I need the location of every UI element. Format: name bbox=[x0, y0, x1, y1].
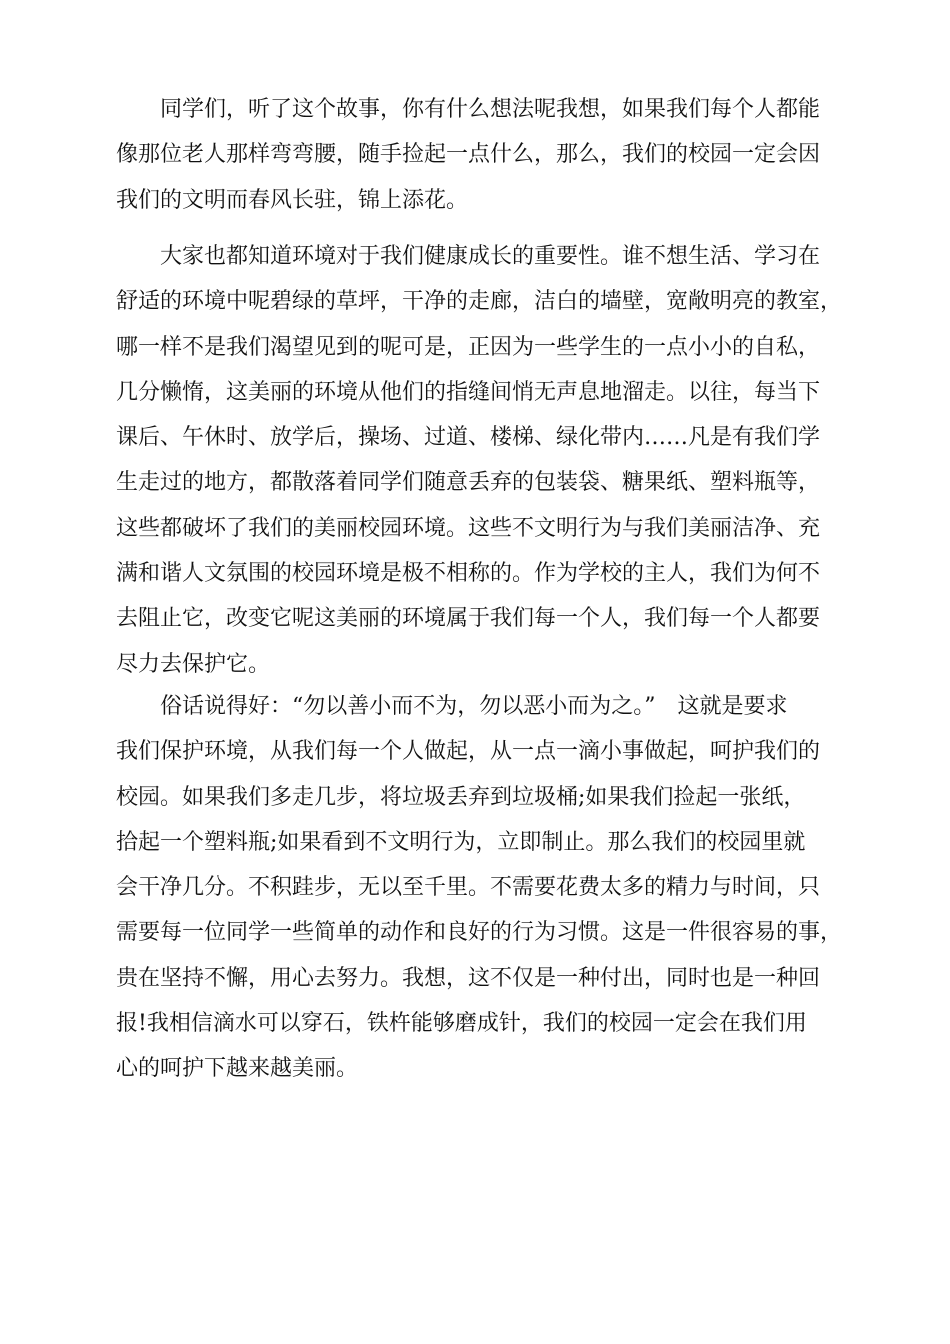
paragraph-line: 哪一样不是我们渴望见到的呢可是，正因为一些学生的一点小小的自私， bbox=[116, 334, 821, 360]
paragraph-line: 会干净几分。不积跬步，无以至千里。不需要花费太多的精力与时间，只 bbox=[116, 875, 821, 901]
paragraph-line: 这些都破坏了我们的美丽校园环境。这些不文明行为与我们美丽洁净、充 bbox=[116, 515, 821, 541]
paragraph-line: 满和谐人文氛围的校园环境是极不相称的。作为学校的主人，我们为何不 bbox=[116, 561, 821, 587]
paragraph-3 bbox=[116, 684, 856, 1092]
paragraph-line: 同学们，听了这个故事，你有什么想法呢我想，如果我们每个人都能 bbox=[160, 97, 821, 122]
paragraph-line: 舒适的环境中呢碧绿的草坪，干净的走廊，洁白的墙壁，宽敞明亮的教室， bbox=[116, 289, 843, 315]
paragraph-line: 尽力去保护它。 bbox=[116, 651, 271, 677]
paragraph-1 bbox=[116, 87, 856, 223]
paragraph-line: 需要每一位同学一些简单的动作和良好的行为习惯。这是一件很容易的事， bbox=[116, 920, 843, 946]
paragraph-line: 我们的文明而春风长驻，锦上添花。 bbox=[116, 187, 469, 213]
paragraph-line: 报!我相信滴水可以穿石，铁杵能够磨成针，我们的校园一定会在我们用 bbox=[116, 1011, 807, 1037]
paragraph-line: 像那位老人那样弯弯腰，随手捡起一点什么，那么，我们的校园一定会因 bbox=[116, 142, 821, 168]
paragraph-line: 校园。如果我们多走几步，将垃圾丢弃到垃圾桶;如果我们捡起一张纸， bbox=[116, 784, 806, 810]
paragraph-line: 贵在坚持不懈，用心去努力。我想，这不仅是一种付出，同时也是一种回 bbox=[116, 965, 821, 991]
paragraph-line: 我们保护环境，从我们每一个人做起，从一点一滴小事做起，呵护我们的 bbox=[116, 739, 821, 765]
paragraph-line: 拾起一个塑料瓶;如果看到不文明行为，立即制止。那么我们的校园里就 bbox=[116, 829, 806, 855]
paragraph-line: 心的呵护下越来越美丽。 bbox=[116, 1056, 359, 1082]
paragraph-line: 几分懒惰，这美丽的环境从他们的指缝间悄无声息地溜走。以往，每当下 bbox=[116, 379, 821, 405]
paragraph-line: 去阻止它，改变它呢这美丽的环境属于我们每一个人，我们每一个人都要 bbox=[116, 606, 821, 632]
paragraph-2 bbox=[116, 234, 856, 687]
paragraph-line: 大家也都知道环境对于我们健康成长的重要性。谁不想生活、学习在 bbox=[160, 244, 821, 269]
paragraph-line: 课后、午休时、放学后，操场、过道、楼梯、绿化带内……凡是有我们学 bbox=[116, 425, 821, 451]
paragraph-line: 俗话说得好：“勿以善小而不为，勿以恶小而为之。” 这就是要求 bbox=[160, 694, 788, 719]
paragraph-line: 生走过的地方，都散落着同学们随意丢弃的包装袋、糖果纸、塑料瓶等， bbox=[116, 470, 821, 496]
